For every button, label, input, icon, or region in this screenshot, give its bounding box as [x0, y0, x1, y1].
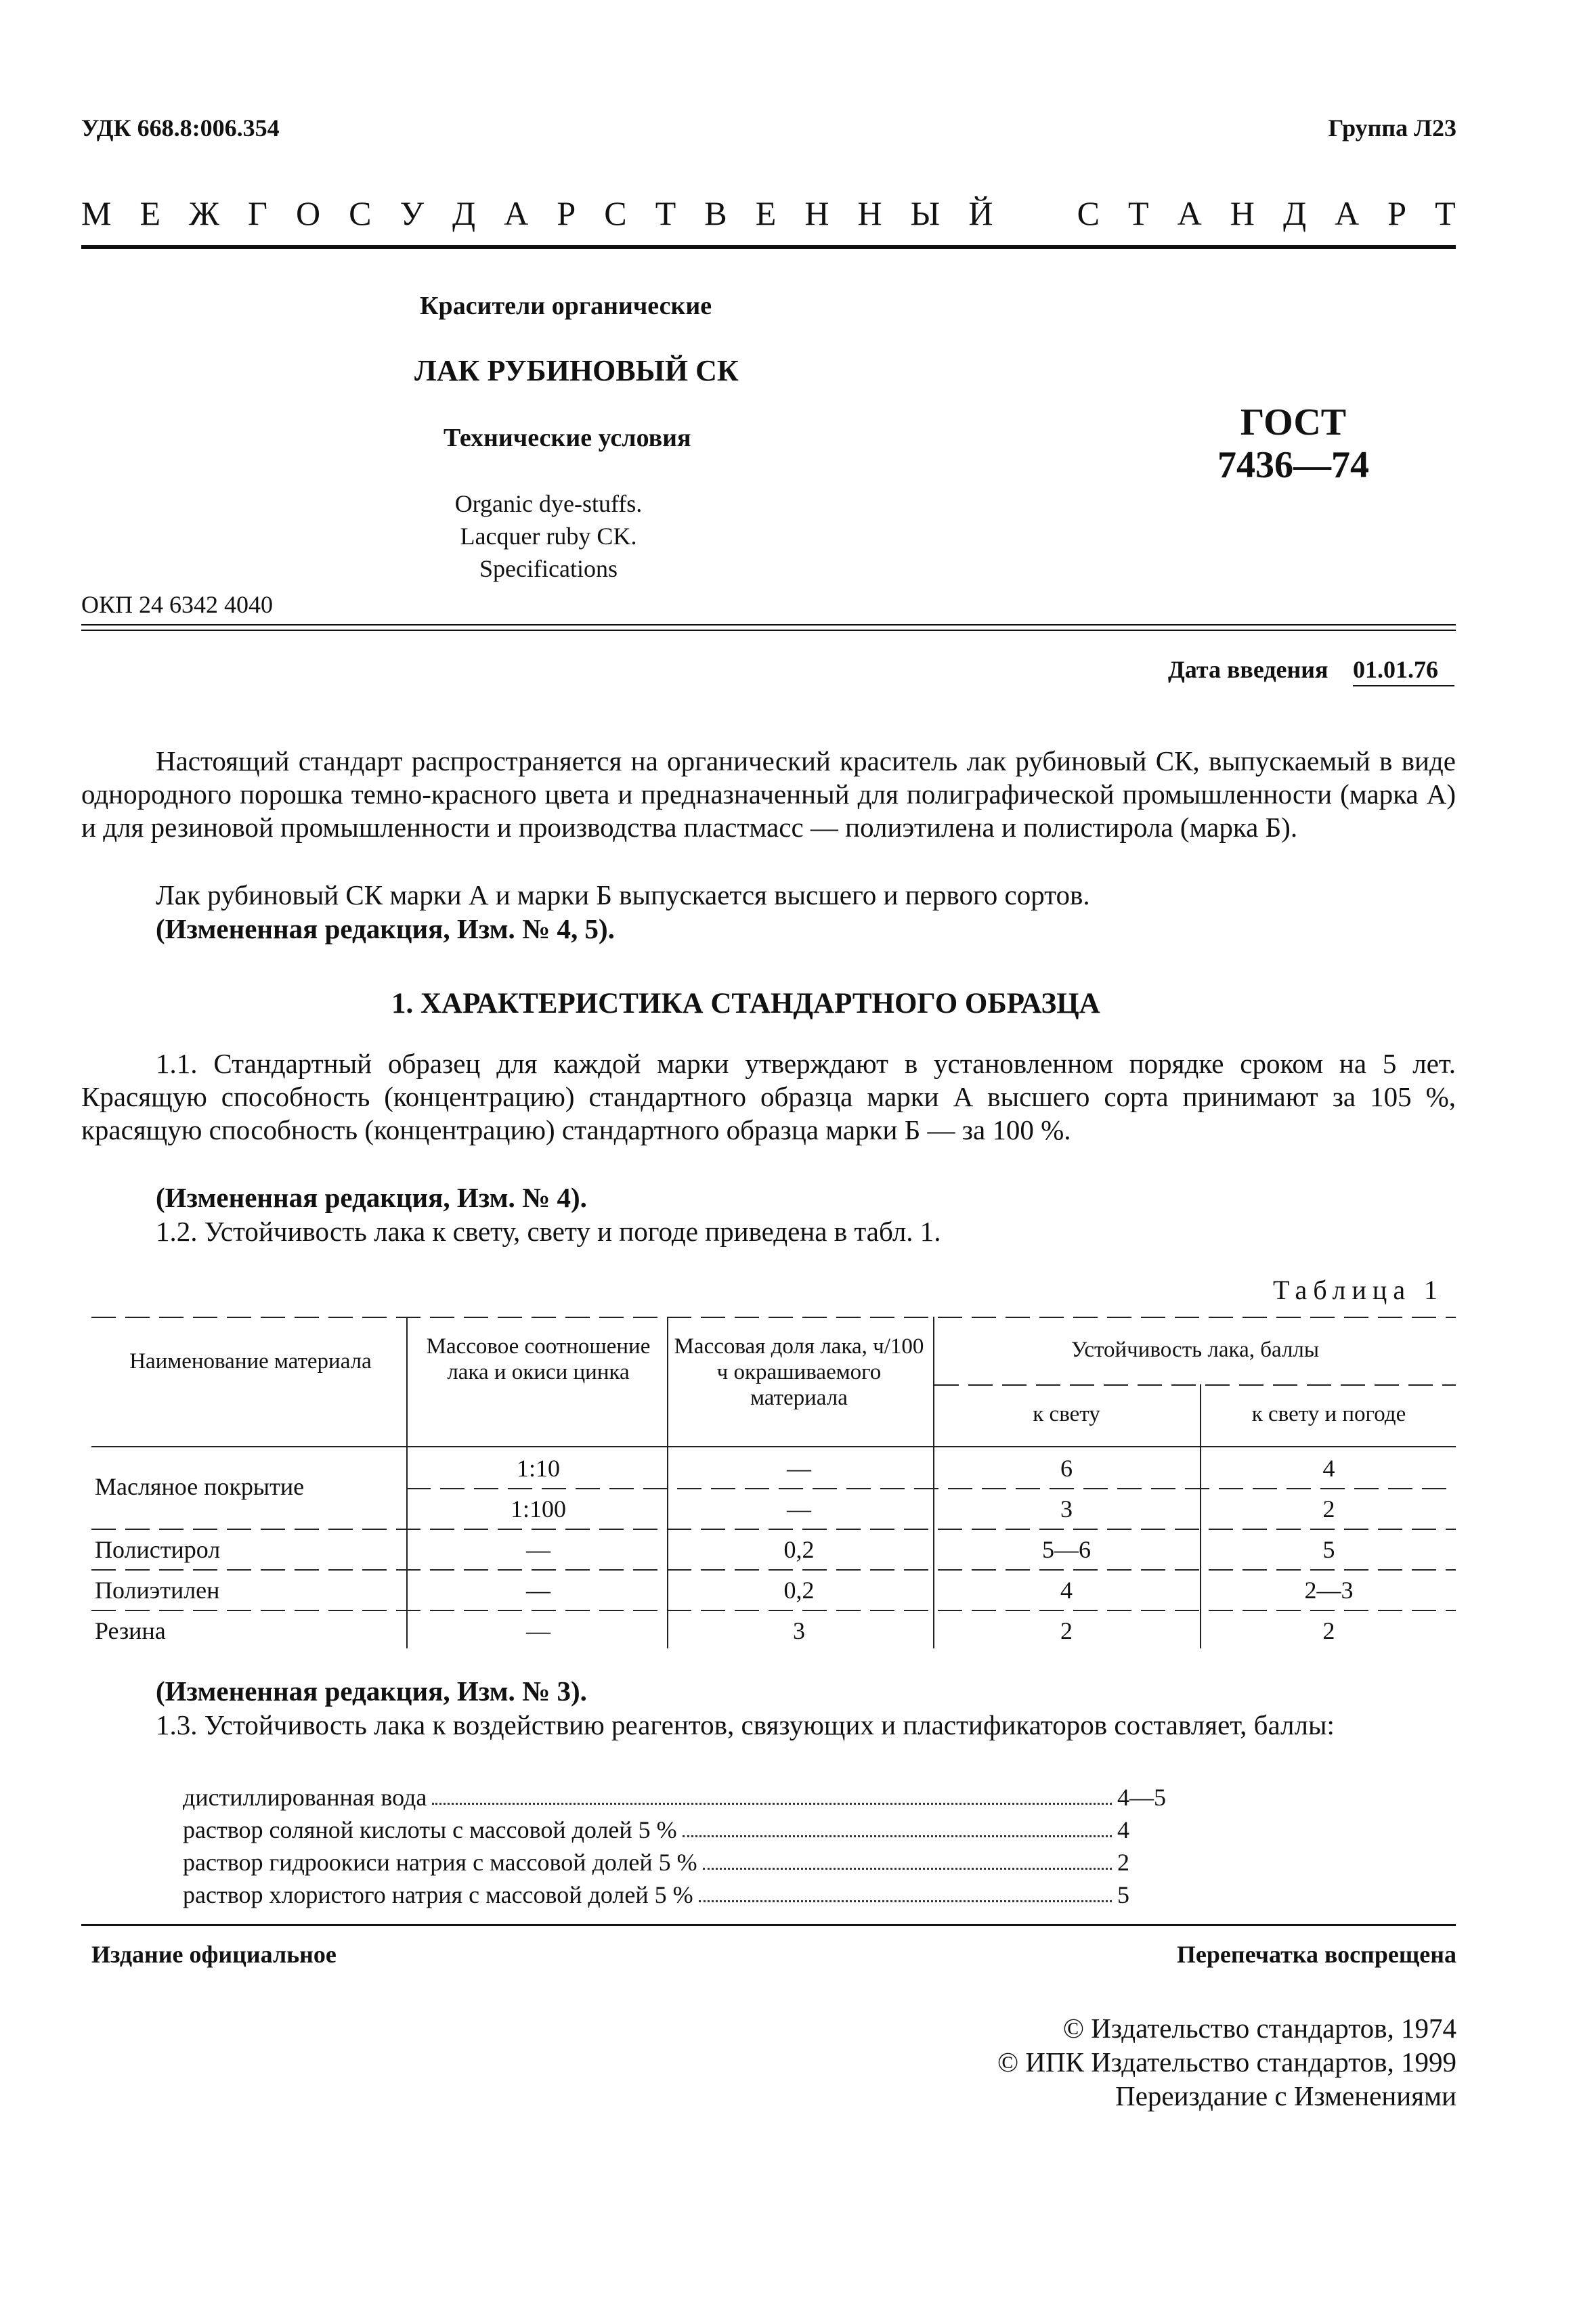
banner-letter: А	[1335, 194, 1360, 232]
paragraph-1-1: 1.1. Стандартный образец для каждой марки утверждают в установленном порядке сроком на 5 лет. Красящую способность (концентрацию) стандартного образца марки А высшего сорта принимают за 105 %, красящую способность (концентрацию) стандартного образца марки Б — за 100 %.	[81, 1048, 1456, 1145]
table-cell-ratio: —	[526, 1577, 550, 1604]
banner-letter: Е	[755, 194, 777, 232]
banner-letter: Ж	[189, 194, 219, 232]
table-cell-fraction: 0,2	[783, 1577, 815, 1604]
dot-leader	[699, 1881, 1112, 1902]
table-cell-fraction: 3	[793, 1617, 805, 1644]
copyright-line: © Издательство стандартов, 1974	[1062, 2013, 1456, 2044]
header-fastness: Устойчивость лака, баллы	[1071, 1338, 1320, 1362]
banner-letter: М	[81, 194, 112, 232]
banner-letter: О	[295, 194, 321, 232]
intro-date-value: 01.01.76	[1353, 656, 1438, 683]
reagent-list-item	[183, 1881, 1171, 1909]
table-cell-material: Полиэтилен	[95, 1577, 220, 1604]
banner-letter: Т	[1128, 194, 1149, 232]
reprint-prohibited-label: Перепечатка воспрещена	[1176, 1941, 1456, 1968]
title-rule-1	[81, 624, 1456, 626]
document-title: ЛАК РУБИНОВЫЙ СК	[414, 354, 739, 387]
table-amendment: (Измененная редакция, Изм. № 3).	[156, 1675, 587, 1707]
banner-letter: С	[1077, 194, 1100, 232]
banner-letter: Е	[139, 194, 161, 232]
official-edition-label: Издание официальное	[91, 1941, 337, 1968]
reagent-value: 4	[1117, 1816, 1129, 1843]
dot-leader	[432, 1783, 1112, 1805]
dot-leader	[683, 1816, 1112, 1837]
reagent-label: раствор хлористого натрия с массовой долей 5 %	[183, 1881, 693, 1908]
column-divider	[1200, 1384, 1201, 1648]
table-cell-material: Полистирол	[95, 1536, 221, 1563]
reissue-line: Переиздание с Изменениями	[1115, 2080, 1456, 2111]
header-bottom-rule	[91, 1446, 1456, 1447]
table-cell-ratio: 1:10	[516, 1455, 560, 1482]
banner-letter: Д	[452, 194, 476, 232]
table-cell-fraction: 0,2	[783, 1536, 815, 1563]
column-divider	[406, 1317, 408, 1648]
english-line: Organic dye-stuffs.	[454, 490, 643, 517]
table-cell-material: Масляное покрытие	[95, 1473, 305, 1500]
table-cell-material: Резина	[95, 1617, 166, 1644]
english-title	[379, 487, 718, 585]
header-sub-rule	[934, 1384, 1456, 1386]
copyright-line: © ИПК Издательство стандартов, 1999	[997, 2046, 1456, 2078]
banner-letter: Р	[1387, 194, 1407, 232]
row-rule	[91, 1569, 1456, 1571]
reagent-value: 4—5	[1117, 1784, 1166, 1811]
table-cell-light-weather: 2	[1322, 1495, 1335, 1522]
reagent-list-item	[183, 1816, 1171, 1844]
intro-date-label: Дата введения	[1168, 656, 1328, 683]
header-material: Наименование материала	[129, 1349, 372, 1374]
intro-paragraph: Настоящий стандарт распространяется на органический краситель лак рубиновый СК, выпускаемый в виде однородного порошка темно-красного цвета и предназначенный для полиграфической промышленности (марка А) и для резиновой промышленности и производства пластмасс — полиэтилена и полистирола (марка Б).	[81, 745, 1456, 843]
intro-date-underline	[1353, 685, 1454, 686]
table-cell-light-weather: 4	[1322, 1455, 1335, 1482]
group-code: Группа Л23	[1328, 114, 1456, 141]
reagent-value: 2	[1117, 1849, 1129, 1876]
header-rule-thick	[81, 245, 1456, 249]
banner-letter: Д	[1282, 194, 1307, 232]
table-cell-light: 5—6	[1042, 1536, 1091, 1563]
interstate-standard-banner	[81, 194, 1456, 233]
header-ratio: Массовое соотношение лака и окиси цинка	[426, 1334, 651, 1384]
okp-code: ОКП 24 6342 4040	[81, 591, 274, 618]
banner-letter: Ы	[910, 194, 941, 232]
reagent-value: 5	[1117, 1881, 1129, 1908]
banner-letter: Н	[1230, 194, 1255, 232]
reagent-list-item	[183, 1848, 1171, 1877]
english-line: Specifications	[479, 555, 618, 582]
gost-number: 7436—74	[1217, 444, 1369, 486]
banner-letter: С	[349, 194, 372, 232]
dot-leader	[703, 1848, 1112, 1870]
row-rule	[406, 1488, 1456, 1489]
table-cell-fraction: —	[787, 1455, 811, 1482]
banner-letter: А	[1177, 194, 1202, 232]
category-title: Красители органические	[420, 292, 712, 320]
table-cell-fraction: —	[787, 1495, 811, 1522]
banner-letter: Т	[1435, 194, 1456, 232]
table-cell-light: 3	[1060, 1495, 1073, 1522]
banner-letter: Н	[804, 194, 829, 232]
banner-letter: Г	[248, 194, 267, 232]
intro-paragraph-2: Лак рубиновый СК марки А и марки Б выпускается высшего и первого сортов.	[156, 879, 1090, 911]
table-cell-ratio: —	[526, 1617, 550, 1644]
banner-letter: В	[704, 194, 727, 232]
paragraph-1-2: 1.2. Устойчивость лака к свету, свету и погоде приведена в табл. 1.	[156, 1216, 941, 1247]
table-cell-light-weather: 2	[1322, 1617, 1335, 1644]
table-cell-light: 2	[1060, 1617, 1073, 1644]
reagent-label: раствор гидроокиси натрия с массовой долей 5 %	[183, 1849, 697, 1876]
header-light: к свету	[1033, 1402, 1100, 1426]
table-caption: Таблица 1	[1273, 1275, 1444, 1305]
section-heading: 1. ХАРАКТЕРИСТИКА СТАНДАРТНОГО ОБРАЗЦА	[391, 988, 1100, 1020]
table-cell-light: 4	[1060, 1577, 1073, 1604]
reagent-list-item	[183, 1783, 1171, 1812]
header-fraction: Массовая доля лака, ч/100 ч окрашиваемого материала	[674, 1334, 924, 1410]
paragraph-1-3: 1.3. Устойчивость лака к воздействию реагентов, связующих и пластификаторов составляет, баллы:	[156, 1709, 1335, 1740]
title-rule-2	[81, 630, 1456, 631]
table-cell-light-weather: 2—3	[1304, 1577, 1354, 1604]
intro-amendment: (Измененная редакция, Изм. № 4, 5).	[156, 913, 615, 944]
banner-letter: С	[604, 194, 627, 232]
footer-rule	[81, 1924, 1456, 1926]
english-line: Lacquer ruby CK.	[460, 523, 637, 550]
banner-letter: Н	[857, 194, 882, 232]
reagent-label: дистиллированная вода	[183, 1784, 427, 1811]
banner-letter: Т	[655, 194, 676, 232]
row-rule	[91, 1610, 1456, 1611]
row-rule	[91, 1529, 1456, 1530]
paragraph-1-1-amendment: (Измененная редакция, Изм. № 4).	[156, 1182, 587, 1213]
table-cell-ratio: —	[526, 1536, 550, 1563]
table-cell-ratio: 1:100	[510, 1495, 566, 1522]
column-divider	[667, 1317, 668, 1648]
document-subtitle: Технические условия	[444, 424, 691, 452]
banner-letter: Р	[557, 194, 576, 232]
table-top-rule	[91, 1317, 1456, 1318]
banner-letter: У	[399, 194, 424, 232]
reagent-label: раствор соляной кислоты с массовой долей 5 %	[183, 1816, 677, 1843]
table-cell-light: 6	[1060, 1455, 1073, 1482]
udk-code: УДК 668.8:006.354	[81, 114, 280, 141]
table-cell-light-weather: 5	[1322, 1536, 1335, 1563]
banner-letter: А	[504, 194, 529, 232]
header-light-weather: к свету и погоде	[1251, 1402, 1406, 1426]
gost-label: ГОСТ	[1240, 401, 1347, 443]
banner-letter: Й	[968, 194, 993, 232]
